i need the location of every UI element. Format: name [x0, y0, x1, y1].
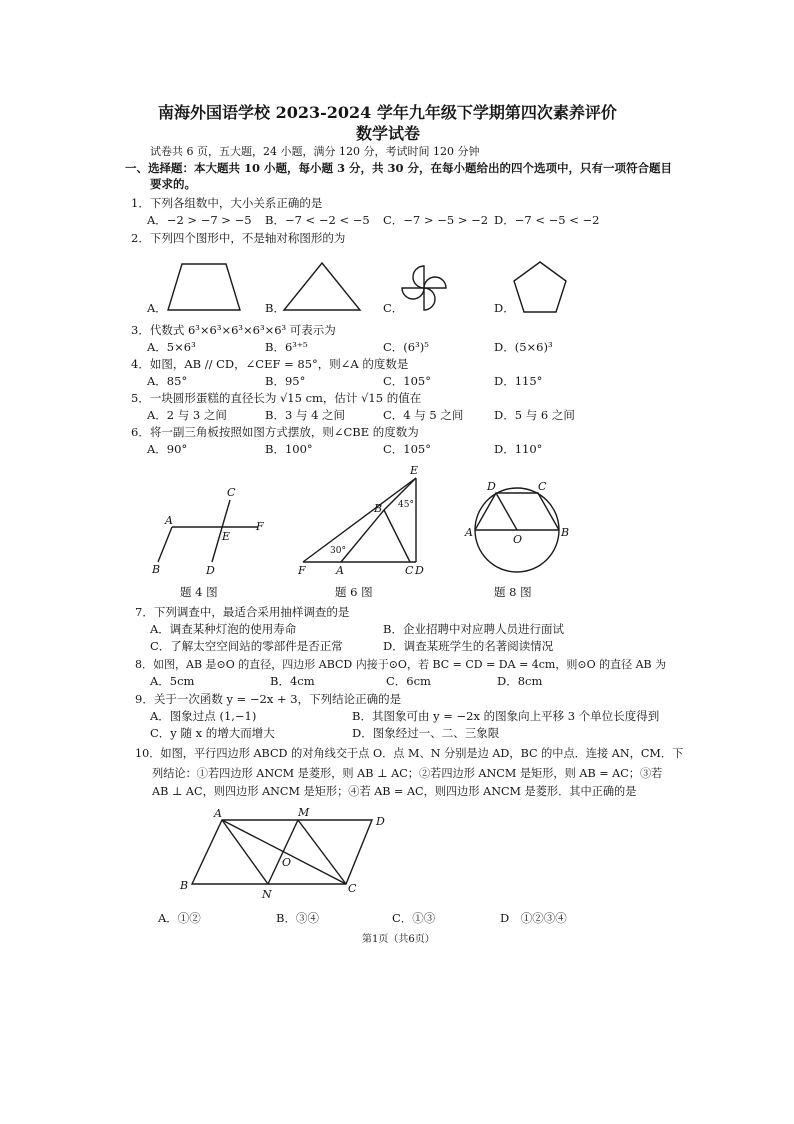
fig10-label-o: O	[282, 856, 292, 869]
q7-option-b: B．企业招聘中对应聘人员进行面试	[383, 622, 564, 636]
q10-option-b: B．③④	[276, 911, 319, 925]
exam-info: 试卷共 6 页，五大题，24 小题，满分 120 分，考试时间 120 分钟	[150, 145, 480, 158]
fig4-label-c: C	[227, 486, 236, 499]
q6-stem: 6．将一副三角板按照如图方式摆放，则∠CBE 的度数为	[131, 425, 419, 439]
fig6-label-d: D	[415, 564, 424, 577]
fig6-angle-30: 30°	[330, 546, 346, 556]
q1-option-c: C．−7 > −5 > −2	[383, 213, 489, 227]
fig8-label-a: A	[465, 526, 473, 539]
q10-stem-line2: 列结论：①若四边形 ANCM 是菱形，则 AB ⊥ AC；②若四边形 ANCM 是矩形，则 AB = AC；③若	[152, 767, 663, 780]
q3-option-a: A．5×6³	[147, 340, 196, 354]
q2-option-b: B．	[265, 301, 285, 315]
fig4-label-d: D	[206, 564, 215, 577]
q2-stem: 2．下列四个图形中，不是轴对称图形的为	[131, 231, 346, 245]
q8-option-c: C．6cm	[386, 674, 431, 688]
q7-option-c: C．了解太空空间站的零部件是否正常	[150, 639, 343, 653]
q4-option-b: B．95°	[265, 374, 306, 388]
q1-option-d: D．−7 < −5 < −2	[494, 213, 600, 227]
page-footer: 第1页（共6页）	[362, 934, 435, 945]
q7-option-d: D．调查某班学生的名著阅读情况	[383, 639, 554, 653]
q9-option-d: D．图象经过一、二、三象限	[352, 726, 500, 740]
fig10-label-c: C	[348, 882, 357, 895]
fig6-label-e: E	[410, 464, 419, 477]
q5-option-a: A．2 与 3 之间	[147, 408, 227, 422]
q3-option-c: C．(6³)⁵	[383, 340, 429, 354]
q2-option-d: D．	[494, 301, 515, 315]
q6-option-c: C．105°	[383, 442, 431, 456]
fig10-label-d: D	[376, 815, 385, 828]
q9-option-b: B．其图象可由 y = −2x 的图象向上平移 3 个单位长度得到	[352, 709, 660, 723]
q2-option-c: C．	[383, 301, 404, 315]
section-heading: 一、选择题：本大题共 10 小题，每小题 3 分，共 30 分，在每小题给出的四个选项中，只有一项符合题目	[125, 161, 673, 175]
q10-stem-line1: 10．如图，平行四边形 ABCD 的对角线交于点 O．点 M、N 分别是边 AD，BC 的中点．连接 AN，CM．下	[135, 747, 684, 760]
q9-stem: 9．关于一次函数 y = −2x + 3，下列结论正确的是	[135, 692, 402, 706]
fig10-label-n: N	[262, 888, 272, 901]
fig4-label-f: F	[256, 520, 264, 533]
q4-option-d: D．115°	[494, 374, 543, 388]
fig6-angle-45: 45°	[398, 500, 414, 510]
fig8-caption: 题 8 图	[494, 585, 532, 599]
fig8-label-o: O	[513, 533, 523, 546]
q6-option-a: A．90°	[147, 442, 188, 456]
q4-option-a: A．85°	[147, 374, 188, 388]
q8-stem: 8．如图，AB 是⊙O 的直径，四边形 ABCD 内接于⊙O，若 BC = CD = DA = 4cm，则⊙O 的直径 AB 为	[135, 658, 667, 671]
q3-option-d: D．(5×6)³	[494, 340, 553, 354]
fig6-label-a: A	[336, 564, 344, 577]
q10-option-d: D ①②③④	[500, 911, 567, 925]
parallelogram-abcd	[192, 820, 372, 884]
q2-option-a: A．	[147, 301, 167, 315]
fig4-label-a: A	[165, 514, 173, 527]
fig8-label-c: C	[538, 480, 547, 493]
q6-option-b: B．100°	[265, 442, 313, 456]
q10-stem-line3: AB ⊥ AC，则四边形 ANCM 是矩形；④若 AB = AC，则四边形 ANCM 是菱形．其中正确的是	[152, 785, 637, 798]
fig4-label-e: E	[222, 530, 231, 543]
q8-option-d: D．8cm	[497, 674, 543, 688]
fig6-label-c: C	[405, 564, 414, 577]
fig8-label-d: D	[487, 480, 496, 493]
q10-option-a: A．①②	[158, 911, 201, 925]
q4-option-c: C．105°	[383, 374, 431, 388]
fig6-caption: 题 6 图	[335, 585, 373, 599]
fig10-label-b: B	[180, 879, 189, 892]
fig8-label-b: B	[561, 526, 570, 539]
q7-stem: 7．下列调查中，最适合采用抽样调查的是	[135, 605, 350, 619]
fig6-label-b: B	[374, 502, 383, 515]
q9-option-c: C．y 随 x 的增大而增大	[150, 726, 275, 740]
q8-option-a: A．5cm	[150, 674, 195, 688]
q4-stem: 4．如图，AB // CD，∠CEF = 85°，则∠A 的度数是	[131, 357, 409, 371]
fig4-label-b: B	[152, 563, 161, 576]
q1-stem: 1．下列各组数中，大小关系正确的是	[131, 196, 323, 210]
q1-option-b: B．−7 < −2 < −5	[265, 213, 370, 227]
fig4-caption: 题 4 图	[180, 585, 218, 599]
fig10-label-m: M	[298, 806, 310, 819]
fig6-label-f: F	[298, 564, 306, 577]
exam-subtitle: 数学试卷	[356, 124, 421, 143]
section-heading-cont: 要求的。	[150, 177, 196, 191]
q10-option-c: C．①③	[392, 911, 436, 925]
q9-option-a: A．图象过点 (1,−1)	[150, 709, 257, 723]
q1-option-a: A．−2 > −7 > −5	[147, 213, 252, 227]
q5-option-b: B．3 与 4 之间	[265, 408, 346, 422]
q5-stem: 5．一块圆形蛋糕的直径长为 √15 cm，估计 √15 的值在	[131, 391, 422, 405]
q8-option-b: B．4cm	[270, 674, 315, 688]
q7-option-a: A．调查某种灯泡的使用寿命	[150, 622, 297, 636]
q3-stem: 3．代数式 6³×6³×6³×6³×6³ 可表示为	[131, 323, 336, 337]
q6-option-d: D．110°	[494, 442, 543, 456]
fig10-label-a: A	[214, 807, 222, 820]
exam-title: 南海外国语学校 2023-2024 学年九年级下学期第四次素养评价	[158, 103, 617, 122]
q3-option-b: B．6³⁺⁵	[265, 340, 308, 354]
q5-option-d: D．5 与 6 之间	[494, 408, 575, 422]
q5-option-c: C．4 与 5 之间	[383, 408, 464, 422]
